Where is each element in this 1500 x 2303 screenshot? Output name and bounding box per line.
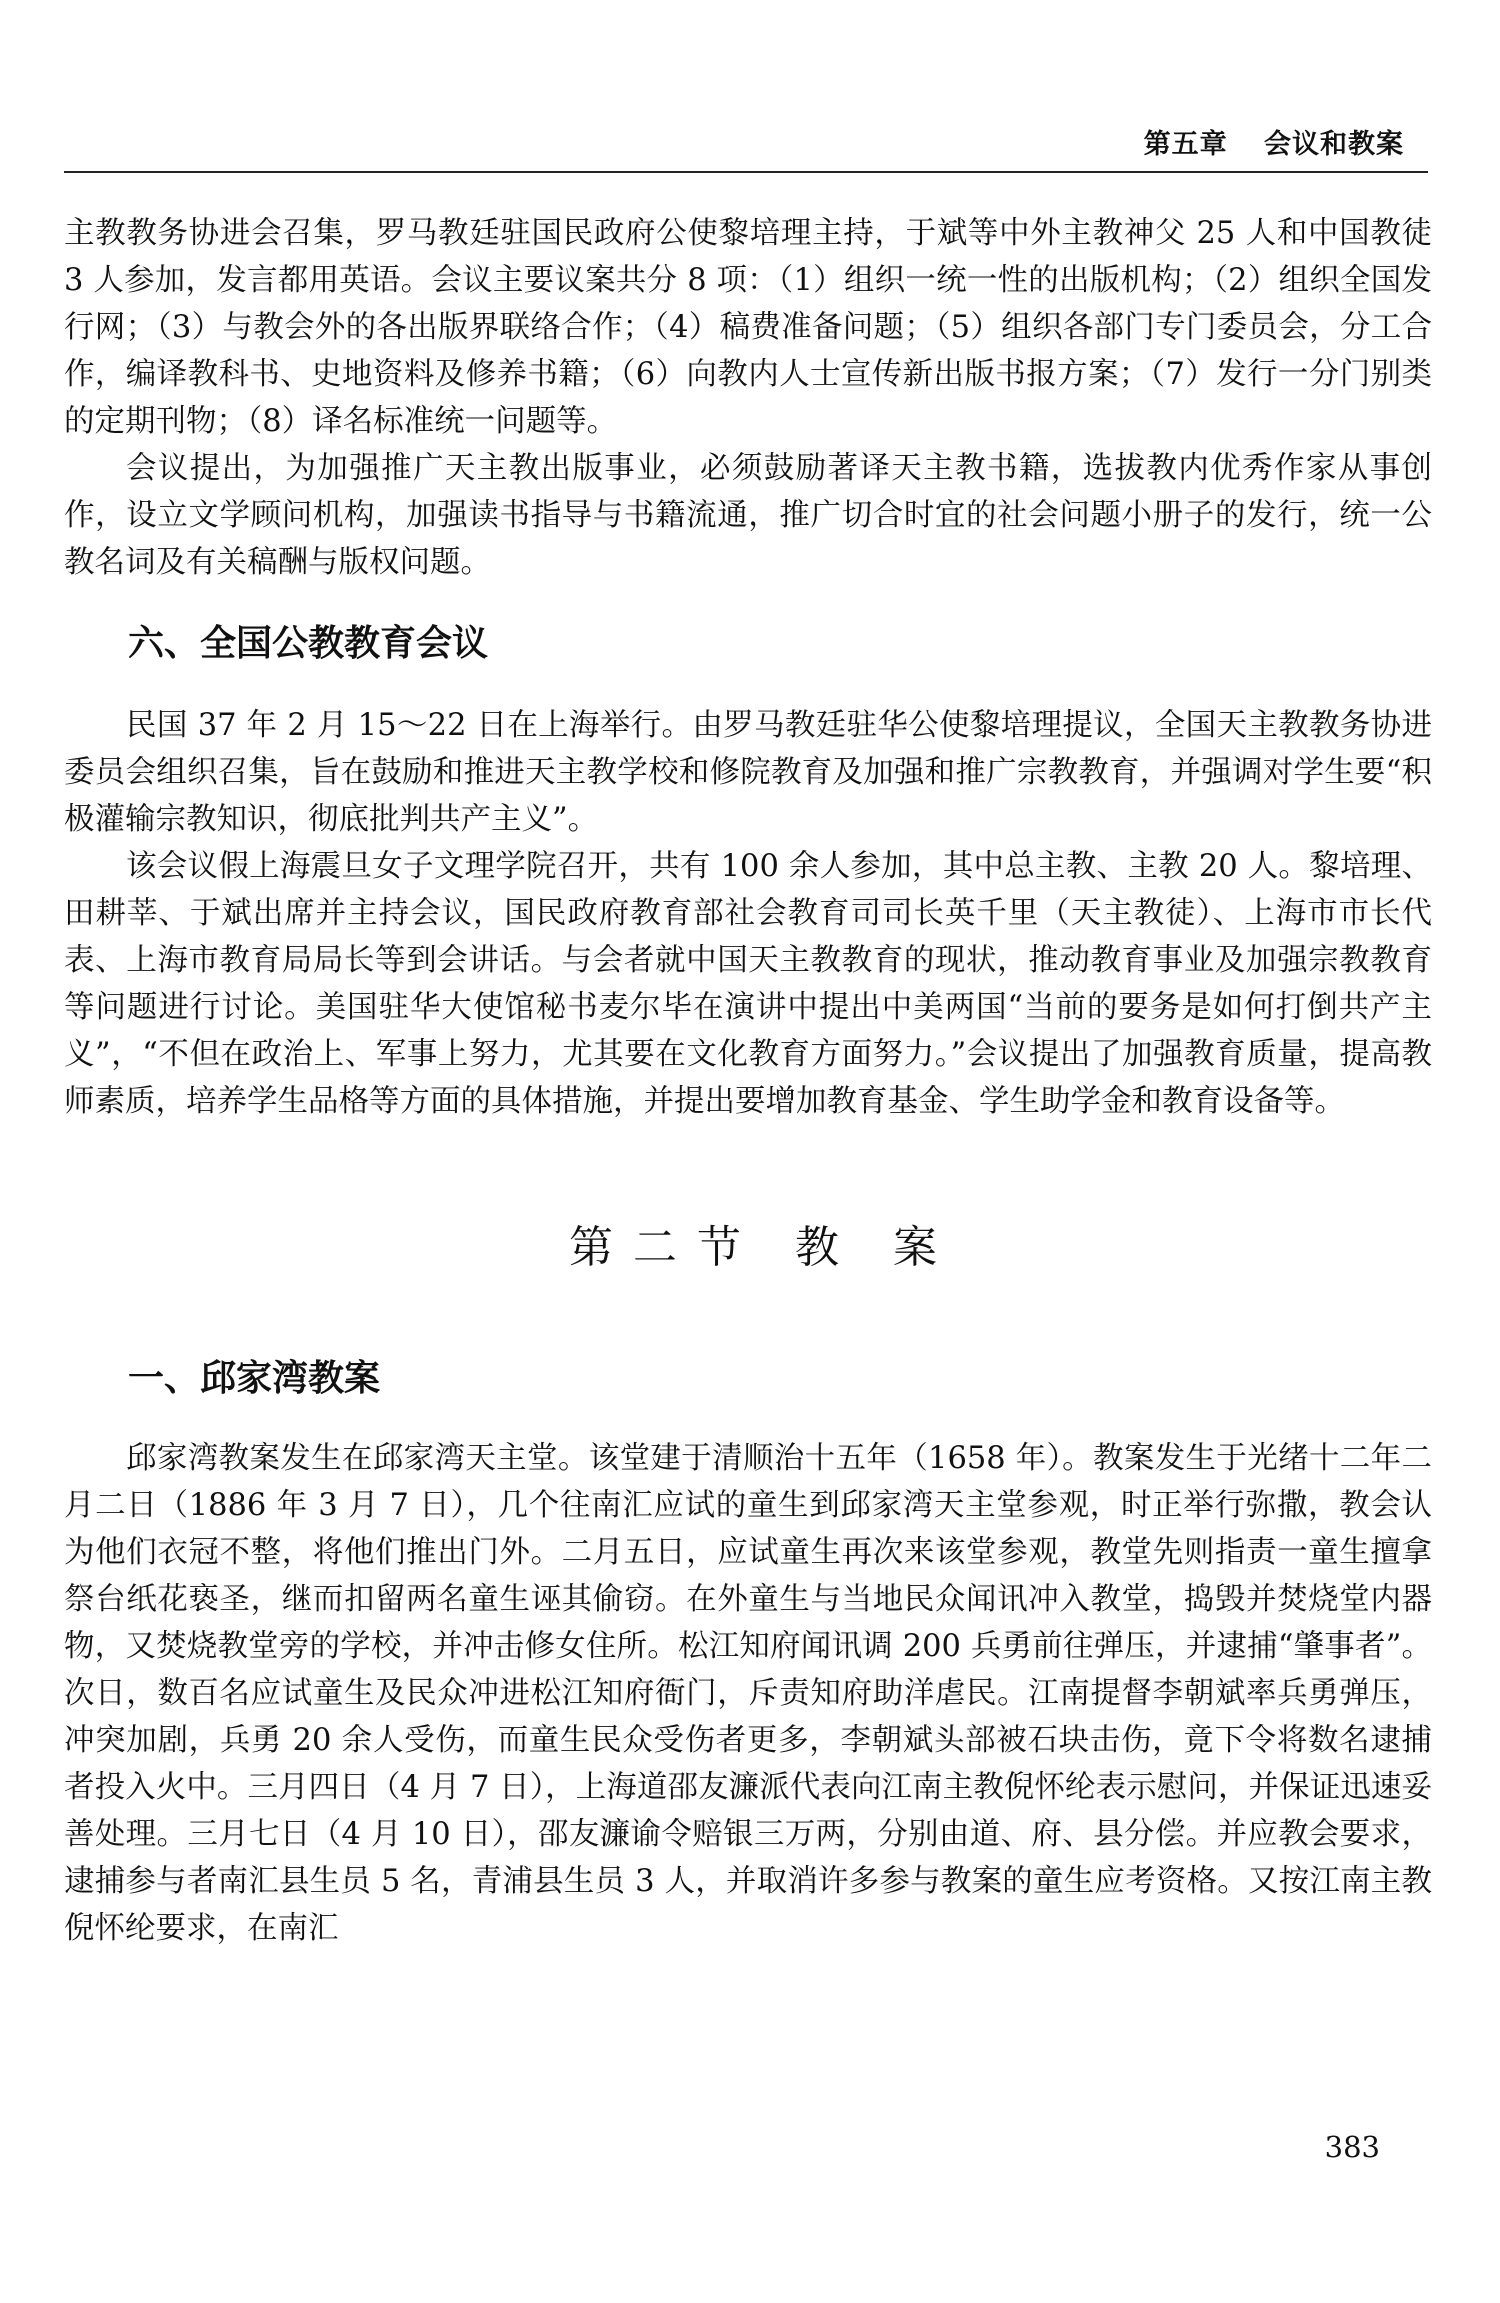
heading-national-education-conference: 六、全国公教教育会议 — [128, 623, 489, 664]
chapter-title: 会议和教案 — [1264, 129, 1404, 160]
paragraph: 民国 37 年 2 月 15～22 日在上海举行。由罗马教廷驻华公使黎培理提议，全国天主教教务协进委员会组织召集，旨在鼓励和推进天主教学校和修院教育及加强和推广宗教教育，并强调对学生要“积极灌输宗教知识，彻底批判共产主义”。 — [64, 708, 1432, 837]
body-text — [64, 210, 1432, 1952]
chapter-number: 第五章 — [1143, 129, 1228, 160]
paragraph: 邱家湾教案发生在邱家湾天主堂。该堂建于清顺治十五年（1658 年）。教案发生于光绪十二年二月二日（1886 年 3 月 7 日），几个往南汇应试的童生到邱家湾天主堂参观，时正举行弥撒，教会认为他们衣冠不整，将他们推出门外。二月五日，应试童生再次来该堂参观，教堂先则指责一童生擅拿祭台纸花亵圣，继而扣留两名童生诬其偷窃。在外童生与当地民众闻讯冲入教堂，捣毁并焚烧堂内器物，又焚烧教堂旁的学校，并冲击修女住所。松江知府闻讯调 200 兵勇前往弹压，并逮捕“肇事者”。次日，数百名应试童生及民众冲进松江知府衙门，斥责知府助洋虐民。江南提督李朝斌率兵勇弹压，冲突加剧，兵勇 20 余人受伤，而童生民众受伤者更多，李朝斌头部被石块击伤，竟下令将数名逮捕者投入火中。三月四日（4 月 7 日），上海道邵友濂派代表向江南主教倪怀纶表示慰问，并保证迅速妥善处理。三月七日（4 月 10 日），邵友濂谕令赔银三万两，分别由道、府、县分偿。并应教会要求，逮捕参与者南汇县生员 5 名，青浦县生员 3 人，并取消许多参与教案的童生应考资格。又按江南主教倪怀纶要求，在南汇 — [64, 1441, 1432, 1946]
page-number: 383 — [1324, 2130, 1380, 2164]
header-rule — [64, 171, 1428, 173]
heading-qiujiawan-case: 一、邱家湾教案 — [128, 1358, 381, 1399]
paragraph-continued: 主教教务协进会召集，罗马教廷驻国民政府公使黎培理主持，于斌等中外主教神父 25 人和中国教徒 3 人参加，发言都用英语。会议主要议案共分 8 项：（1）组织一统一性的出版机构；（2）组织全国发行网；（3）与教会外的各出版界联络合作；（4）稿费准备问题；（5）组织各部门专门委员会，分工合作，编译教科书、史地资料及修养书籍；（6）向教内人士宣传新出版书报方案；（7）发行一分门别类的定期刊物；（8）译名标准统一问题等。 — [64, 216, 1432, 439]
running-header — [1144, 122, 1404, 161]
section-title: 第二节 教 案 — [569, 1222, 957, 1273]
paragraph: 会议提出，为加强推广天主教出版事业，必须鼓励著译天主教书籍，选拔教内优秀作家从事创作，设立文学顾问机构，加强读书指导与书籍流通，推广切合时宜的社会问题小册子的发行，统一公教名词及有关稿酬与版权问题。 — [64, 451, 1432, 580]
paragraph: 该会议假上海震旦女子文理学院召开，共有 100 余人参加，其中总主教、主教 20 人。黎培理、田耕莘、于斌出席并主持会议，国民政府教育部社会教育司司长英千里（天主教徒）、上海市市长代表、上海市教育局局长等到会讲话。与会者就中国天主教教育的现状，推动教育事业及加强宗教教育等问题进行讨论。美国驻华大使馆秘书麦尔毕在演讲中提出中美两国“当前的要务是如何打倒共产主义”，“不但在政治上、军事上努力，尤其要在文化教育方面努力。”会议提出了加强教育质量，提高教师素质，培养学生品格等方面的具体措施，并提出要增加教育基金、学生助学金和教育设备等。 — [64, 849, 1432, 1119]
